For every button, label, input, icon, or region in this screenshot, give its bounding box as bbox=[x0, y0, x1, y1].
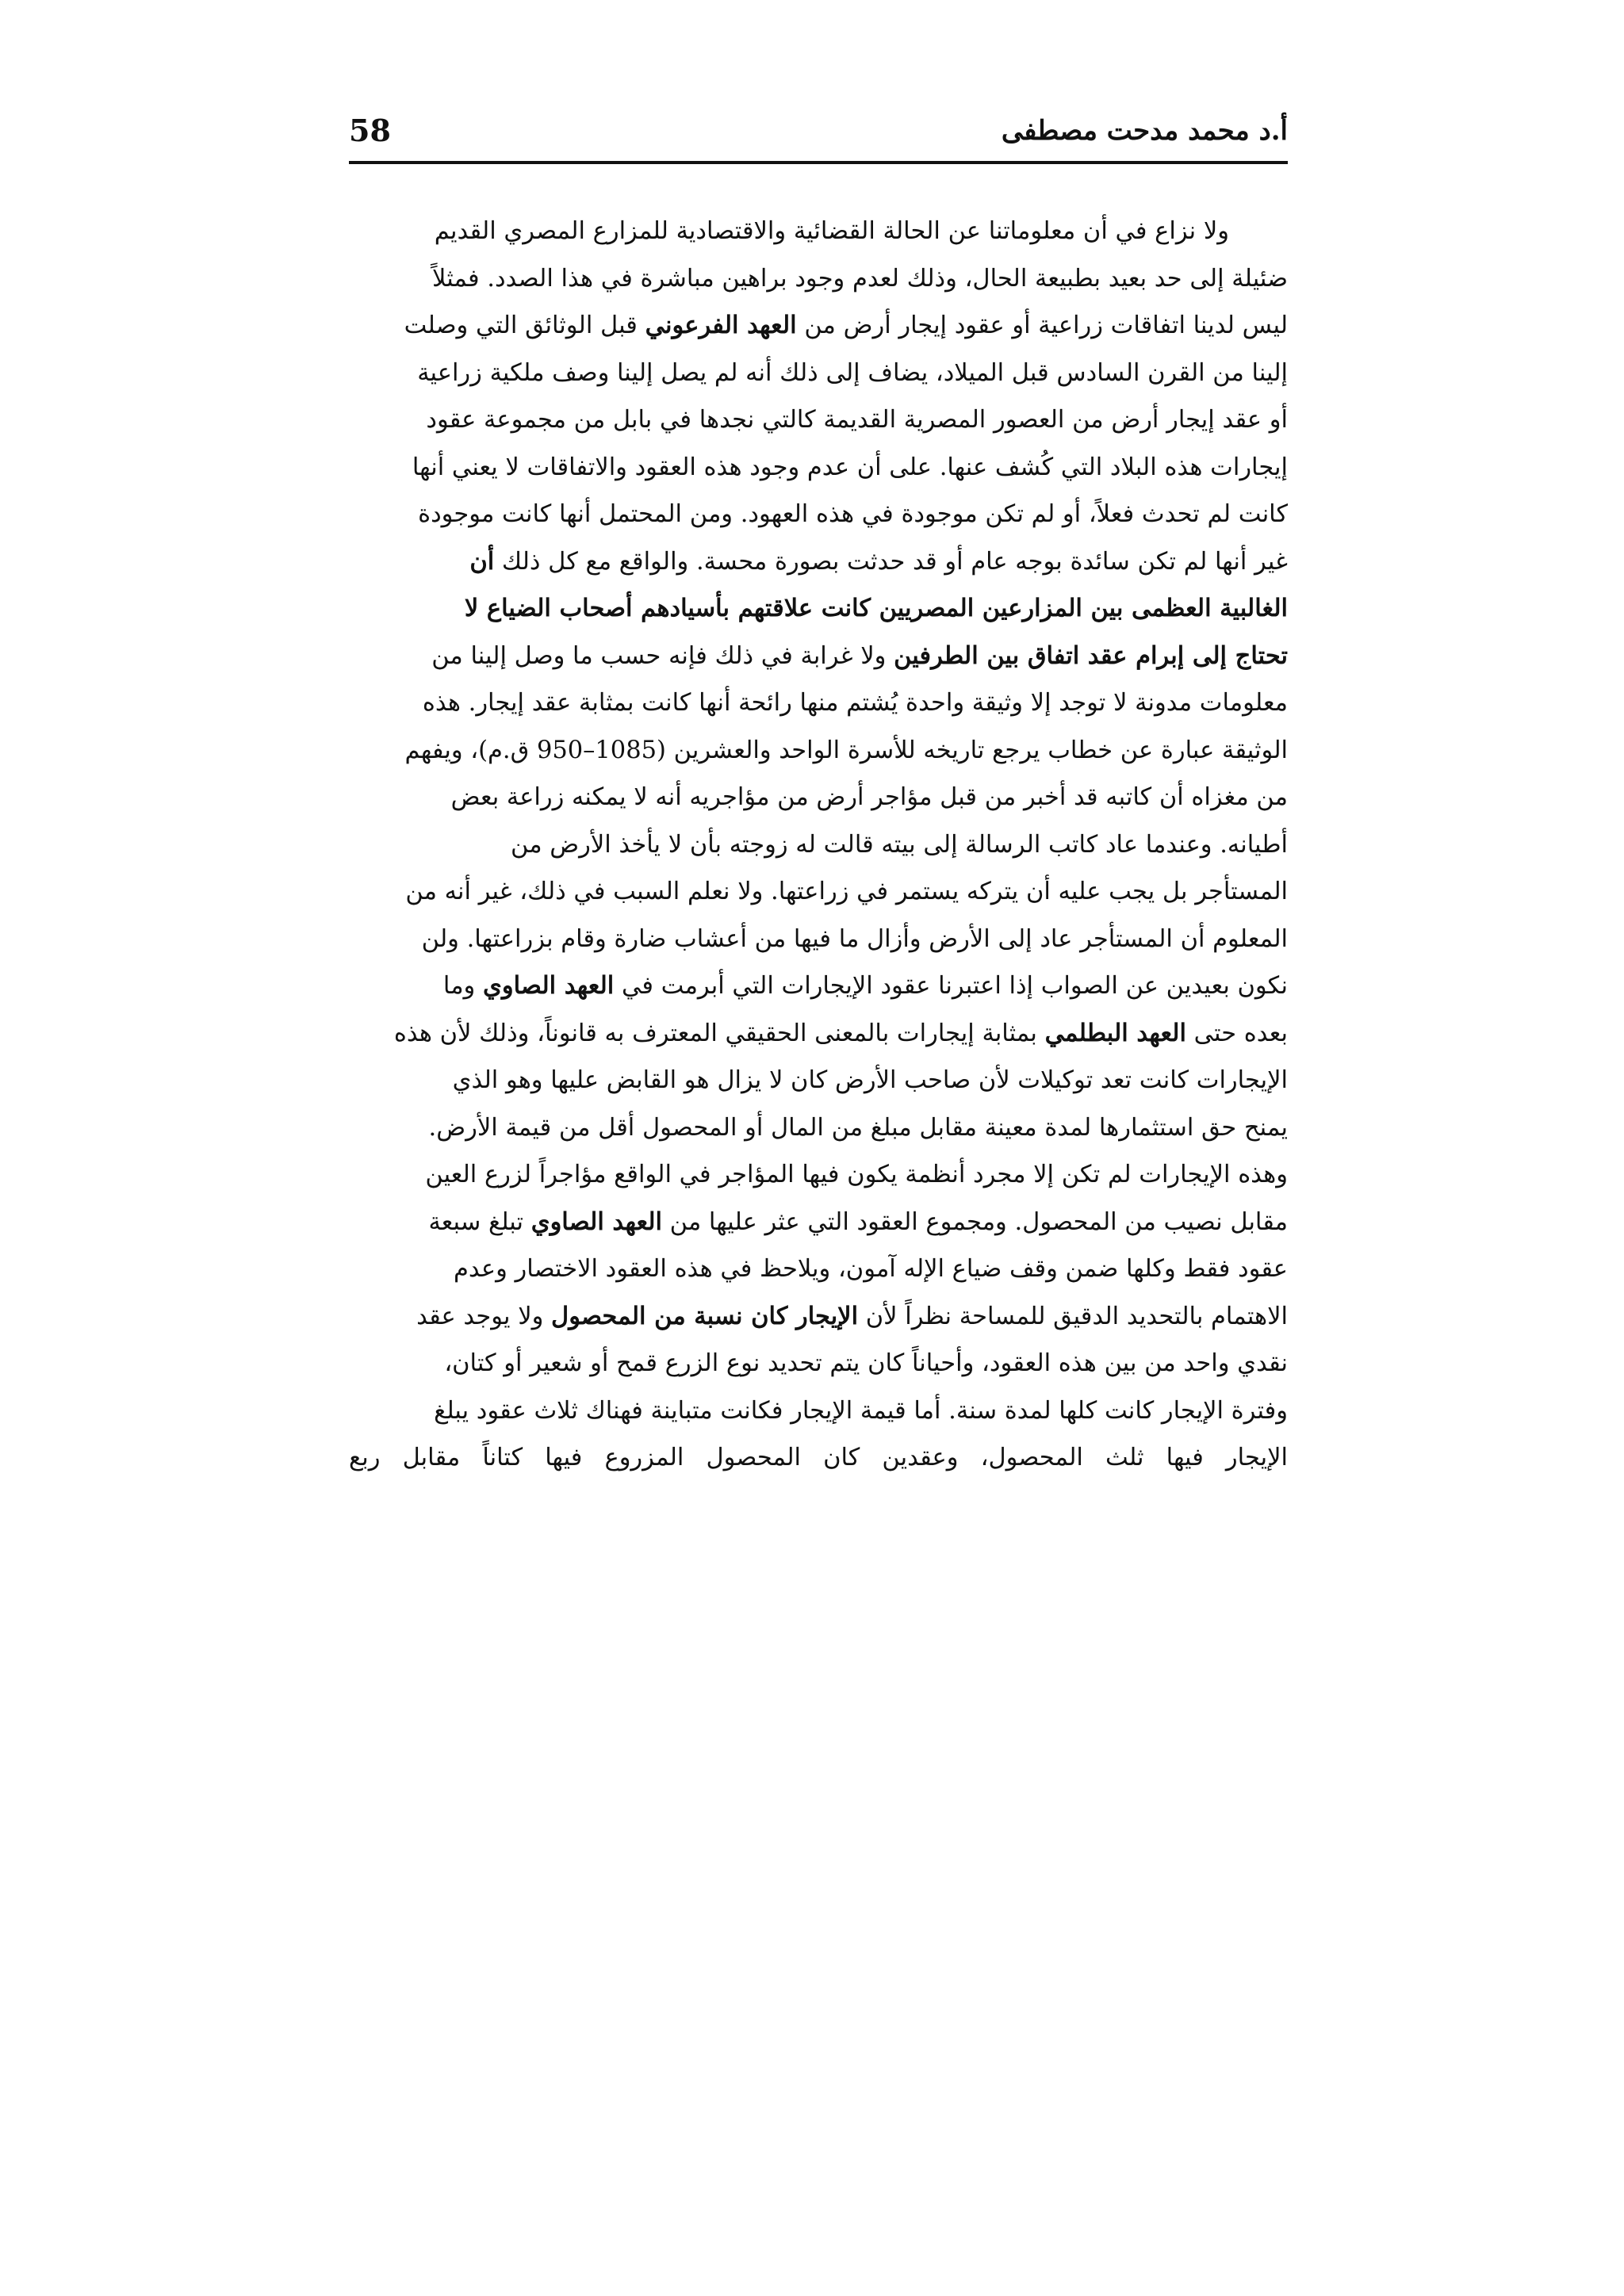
text-segment: ولا نزاع في أن معلوماتنا عن الحالة القضائية والاقتصادية للمزارع المصري القديم bbox=[434, 217, 1229, 245]
text-line bbox=[349, 1151, 1288, 1199]
bold-text-segment: العهد الفرعوني bbox=[645, 311, 797, 339]
text-segment: قبل الوثائق التي وصلت bbox=[404, 312, 645, 339]
text-line bbox=[349, 1434, 1288, 1482]
text-segment: نقدي واحد من بين هذه العقود، وأحياناً كان يتم تحديد نوع الزرع قمح أو شعير أو كتان، bbox=[444, 1349, 1288, 1377]
bold-text-segment: تحتاج إلى إبرام عقد اتفاق بين الطرفين bbox=[894, 641, 1288, 670]
text-line bbox=[349, 255, 1288, 303]
text-line bbox=[349, 679, 1288, 727]
bold-text-segment: الغالبية العظمى بين المزارعين المصريين كانت علاقتهم بأسيادهم أصحاب الضياع لا bbox=[464, 594, 1288, 622]
text-segment: إيجارات هذه البلاد التي كُشف عنها. على أن عدم وجود هذه العقود والاتفاقات لا يعني أنها bbox=[412, 453, 1288, 481]
text-segment: ليس لدينا اتفاقات زراعية أو عقود إيجار أرض من bbox=[796, 312, 1288, 339]
text-line bbox=[349, 1010, 1288, 1058]
text-segment: وما bbox=[442, 972, 483, 1000]
text-line bbox=[349, 350, 1288, 397]
text-line bbox=[349, 821, 1288, 869]
text-segment: ولا يوجد عقد bbox=[416, 1302, 552, 1330]
page-header bbox=[349, 111, 1288, 159]
text-segment: الإيجار فيها ثلث المحصول، وعقدين كان المحصول المزروع فيها كتاناً مقابل ربع bbox=[349, 1444, 1288, 1471]
bold-text-segment: الإيجار كان نسبة من المحصول bbox=[551, 1301, 859, 1330]
text-segment: من مغزاه أن كاتبه قد أخبر من قبل مؤاجر أرض من مؤاجريه أنه لا يمكنه زراعة بعض bbox=[450, 783, 1288, 811]
text-segment: بمثابة إيجارات بالمعنى الحقيقي المعترف به قانوناً، وذلك لأن هذه bbox=[393, 1019, 1045, 1047]
text-segment: نكون بعيدين عن الصواب إذا اعتبرنا عقود الإيجارات التي أبرمت في bbox=[614, 972, 1288, 1000]
text-line bbox=[349, 444, 1288, 492]
text-line bbox=[349, 1246, 1288, 1293]
bold-text-segment: العهد الصاوي bbox=[482, 971, 615, 1000]
text-segment: معلومات مدونة لا توجد إلا وثيقة واحدة يُشتم منها رائحة أنها كانت بمثابة عقد إيجار. هذه bbox=[422, 689, 1288, 717]
text-line bbox=[349, 1387, 1288, 1435]
text-segment: أو عقد إيجار أرض من العصور المصرية القديمة كالتي نجدها في بابل من مجموعة عقود bbox=[426, 406, 1288, 434]
body-paragraph bbox=[349, 208, 1288, 1482]
text-segment: بعده حتى bbox=[1185, 1019, 1288, 1047]
text-line bbox=[349, 868, 1288, 916]
text-segment: كانت لم تحدث فعلاً، أو لم تكن موجودة في هذه العهود. ومن المحتمل أنها كانت موجودة bbox=[418, 500, 1288, 528]
text-line bbox=[349, 208, 1288, 255]
text-line bbox=[349, 774, 1288, 821]
text-line bbox=[349, 1057, 1288, 1104]
text-line bbox=[349, 302, 1288, 350]
text-line bbox=[349, 962, 1288, 1010]
text-line bbox=[349, 916, 1288, 963]
text-segment: ولا غرابة في ذلك فإنه حسب ما وصل إلينا من bbox=[431, 641, 894, 670]
bold-text-segment: أن bbox=[469, 546, 495, 576]
bold-text-segment: العهد البطلمي bbox=[1044, 1018, 1186, 1047]
text-line bbox=[349, 396, 1288, 444]
text-segment: تبلغ سبعة bbox=[428, 1207, 531, 1236]
text-segment: الوثيقة عبارة عن خطاب يرجع تاريخه للأسرة الواحد والعشرين (1085–950 ق.م)، ويفهم bbox=[404, 736, 1288, 764]
text-line bbox=[349, 1293, 1288, 1341]
text-segment: الإيجارات كانت تعد توكيلات لأن صاحب الأرض كان لا يزال هو القابض عليها وهو الذي bbox=[452, 1066, 1288, 1094]
text-segment: وفترة الإيجار كانت كلها لمدة سنة. أما قيمة الإيجار فكانت متباينة فهناك ثلاث عقود يبلغ bbox=[434, 1396, 1288, 1425]
text-segment: عقود فقط وكلها ضمن وقف ضياع الإله آمون، ويلاحظ في هذه العقود الاختصار وعدم bbox=[454, 1255, 1288, 1283]
text-segment: يمنح حق استثمارها لمدة معينة مقابل مبلغ من المال أو المحصول أقل من قيمة الأرض. bbox=[428, 1113, 1288, 1142]
text-line bbox=[349, 538, 1288, 586]
text-segment: مقابل نصيب من المحصول. ومجموع العقود التي عثر عليها من bbox=[661, 1207, 1288, 1236]
bold-text-segment: العهد الصاوي bbox=[530, 1207, 662, 1236]
text-segment: غير أنها لم تكن سائدة بوجه عام أو قد حدثت بصورة محسة. والواقع مع كل ذلك bbox=[494, 547, 1288, 576]
text-line bbox=[349, 1340, 1288, 1387]
text-line bbox=[349, 1199, 1288, 1246]
text-line bbox=[349, 1104, 1288, 1152]
text-line bbox=[349, 585, 1288, 633]
running-header-author: أ.د محمد مدحت مصطفى bbox=[1001, 115, 1288, 147]
text-segment: وهذه الإيجارات لم تكن إلا مجرد أنظمة يكون فيها المؤاجر في الواقع مؤاجراً لزرع العين bbox=[425, 1161, 1288, 1188]
text-segment: ضئيلة إلى حد بعيد بطبيعة الحال، وذلك لعدم وجود براهين مباشرة في هذا الصدد. فمثلاً bbox=[432, 264, 1288, 293]
text-segment: الاهتمام بالتحديد الدقيق للمساحة نظراً لأن bbox=[858, 1302, 1288, 1330]
text-line bbox=[349, 633, 1288, 680]
text-segment: المعلوم أن المستأجر عاد إلى الأرض وأزال ما فيها من أعشاب ضارة وقام بزراعتها. ولن bbox=[421, 924, 1288, 953]
page-number: 58 bbox=[349, 113, 391, 148]
text-segment: إلينا من القرن السادس قبل الميلاد، يضاف إلى ذلك أنه لم يصل إلينا وصف ملكية زراعية bbox=[417, 358, 1288, 387]
text-segment: أطيانه. وعندما عاد كاتب الرسالة إلى بيته قالت له زوجته بأن لا يأخذ الأرض من bbox=[510, 830, 1288, 859]
header-divider bbox=[349, 161, 1288, 164]
text-line bbox=[349, 727, 1288, 775]
text-segment: المستأجر بل يجب عليه أن يتركه يستمر في زراعتها. ولا نعلم السبب في ذلك، غير أنه من bbox=[405, 878, 1288, 905]
text-line bbox=[349, 491, 1288, 538]
